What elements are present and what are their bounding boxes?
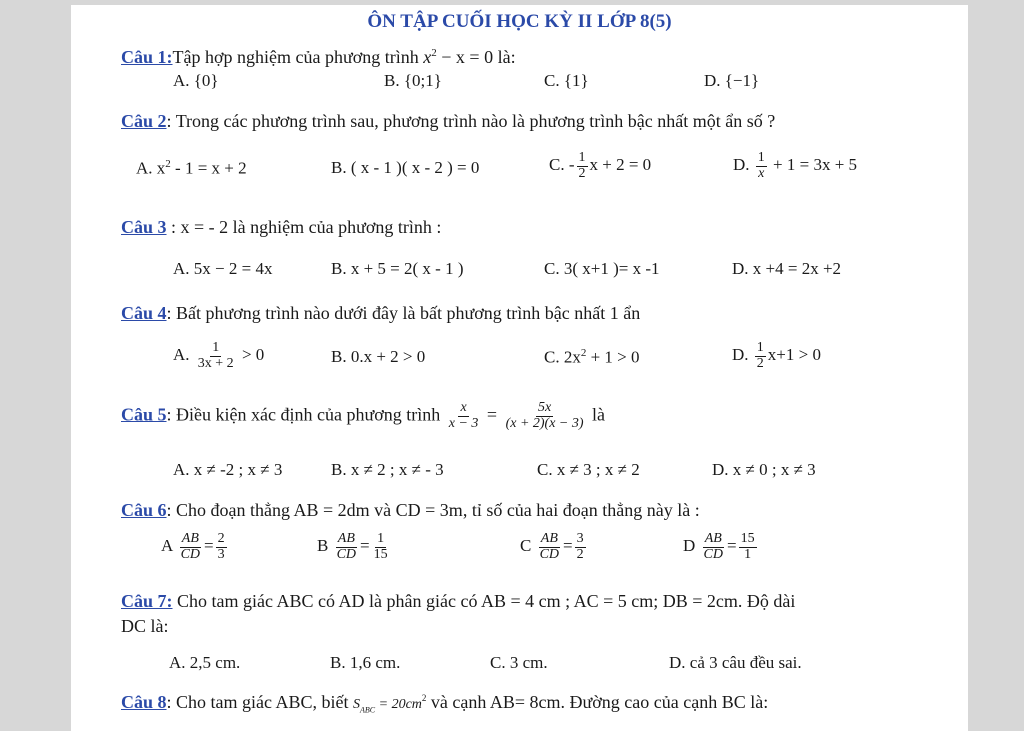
page-title: ÔN TẬP CUỐI HỌC KỲ II LỚP 8(5): [367, 11, 672, 32]
question-label: Câu 5: [121, 404, 167, 425]
answer-d: D. x ≠ 0 ; x ≠ 3: [712, 460, 816, 479]
question-label: Câu 1:: [121, 47, 173, 67]
question-label: Câu 4: [121, 303, 167, 323]
fraction: $\frac{1}{x}$: [757, 150, 765, 181]
answer-a: A. 5x − 2 = 4x: [173, 259, 273, 278]
answer-c: C. {1}: [544, 71, 589, 90]
answer-b: B. 1,6 cm.: [330, 653, 401, 672]
answer-c: C. $2x^2 + 1 > 0$: [544, 347, 640, 367]
answer-a: A $\frac{AB}{CD}$ = $\frac{2}{3}$: [161, 531, 225, 562]
question-3: Câu 3 : x = - 2 là nghiệm của phương trình :: [121, 217, 442, 237]
fraction: $\frac{5x}{(x + 2)(x - 3)}$: [505, 400, 584, 431]
question-5: Câu 5: Điều kiện xác định của phương trình $\frac{x}{x - 3}$ = $\frac{5x}{(x + 2)(x - 3)}$ là: [121, 400, 606, 431]
answer-d: D. {−1}: [704, 71, 760, 90]
answer-d: D. x +4 = 2x +2: [732, 259, 842, 278]
answer-b: B. x ≠ 2 ; x ≠ - 3: [331, 460, 444, 479]
answer-a: A. 2,5 cm.: [169, 653, 241, 672]
answer-c: C $\frac{AB}{CD}$ = $\frac{3}{2}$: [520, 531, 584, 562]
answer-b: B. ( x - 1 )( x - 2 ) = 0: [331, 158, 480, 177]
answer-a: A. $x^2 - 1 = x + 2$: [136, 158, 247, 178]
question-6: Câu 6: Cho đoạn thẳng AB = 2dm và CD = 3m, tỉ số của hai đoạn thẳng này là :: [121, 500, 700, 520]
question-2: Câu 2: Trong các phương trình sau, phương trình nào là phương trình bậc nhất một ẩn số ?: [121, 111, 776, 131]
fraction: $\frac{1}{3x + 2}$: [197, 340, 234, 371]
answer-c: C. - $\frac{1}{2}$ x + 2 = 0: [549, 150, 652, 181]
fraction: $\frac{x}{x - 3}$: [448, 400, 479, 431]
answer-c: C. 3( x+1 )= x -1: [544, 259, 660, 278]
question-label: Câu 3: [121, 217, 167, 237]
question-label: Câu 2: [121, 111, 167, 131]
answer-a: A. $\frac{1}{3x + 2}$ > 0: [173, 340, 265, 371]
answer-c: C. x ≠ 3 ; x ≠ 2: [537, 460, 640, 479]
question-label: Câu 8: [121, 692, 167, 712]
question-label: Câu 6: [121, 500, 167, 520]
question-7-continued: DC là:: [121, 616, 169, 636]
answer-b: B $\frac{AB}{CD}$ = $\frac{1}{15}$: [317, 531, 388, 562]
question-label: Câu 7:: [121, 591, 173, 611]
answer-d: D. $\frac{1}{x}$ + 1 = 3x + 5: [733, 150, 858, 181]
answer-b: B. 0.x + 2 > 0: [331, 347, 426, 366]
answer-c: C. 3 cm.: [490, 653, 548, 672]
answer-b: B. x + 5 = 2( x - 1 ): [331, 259, 464, 278]
document-page: [71, 5, 968, 731]
answer-a: A. x ≠ -2 ; x ≠ 3: [173, 460, 283, 479]
question-8: Câu 8: Cho tam giác ABC, biết $S_{ABC} = 20cm^2$ và cạnh AB= 8cm. Đường cao của cạnh BC là:: [121, 692, 769, 715]
answer-d: D. cả 3 câu đều sai.: [669, 653, 802, 672]
answer-a: A. {0}: [173, 71, 219, 90]
fraction: $\frac{1}{2}$: [578, 150, 586, 181]
answer-b: B. {0;1}: [384, 71, 442, 90]
question-4: Câu 4: Bất phương trình nào dưới đây là bất phương trình bậc nhất 1 ẩn: [121, 303, 641, 323]
answer-d: D $\frac{AB}{CD}$ = $\frac{15}{1}$: [683, 531, 755, 562]
question-1: Câu 1:Tập hợp nghiệm của phương trình $x^2 - x = 0$ là:: [121, 47, 516, 67]
question-7: Câu 7: Cho tam giác ABC có AD là phân giác có AB = 4 cm ; AC = 5 cm; DB = 2cm. Độ dài: [121, 591, 796, 611]
answer-d: D. $\frac{1}{2}$ x+1 > 0: [732, 340, 821, 371]
fraction: $\frac{1}{2}$: [756, 340, 764, 371]
